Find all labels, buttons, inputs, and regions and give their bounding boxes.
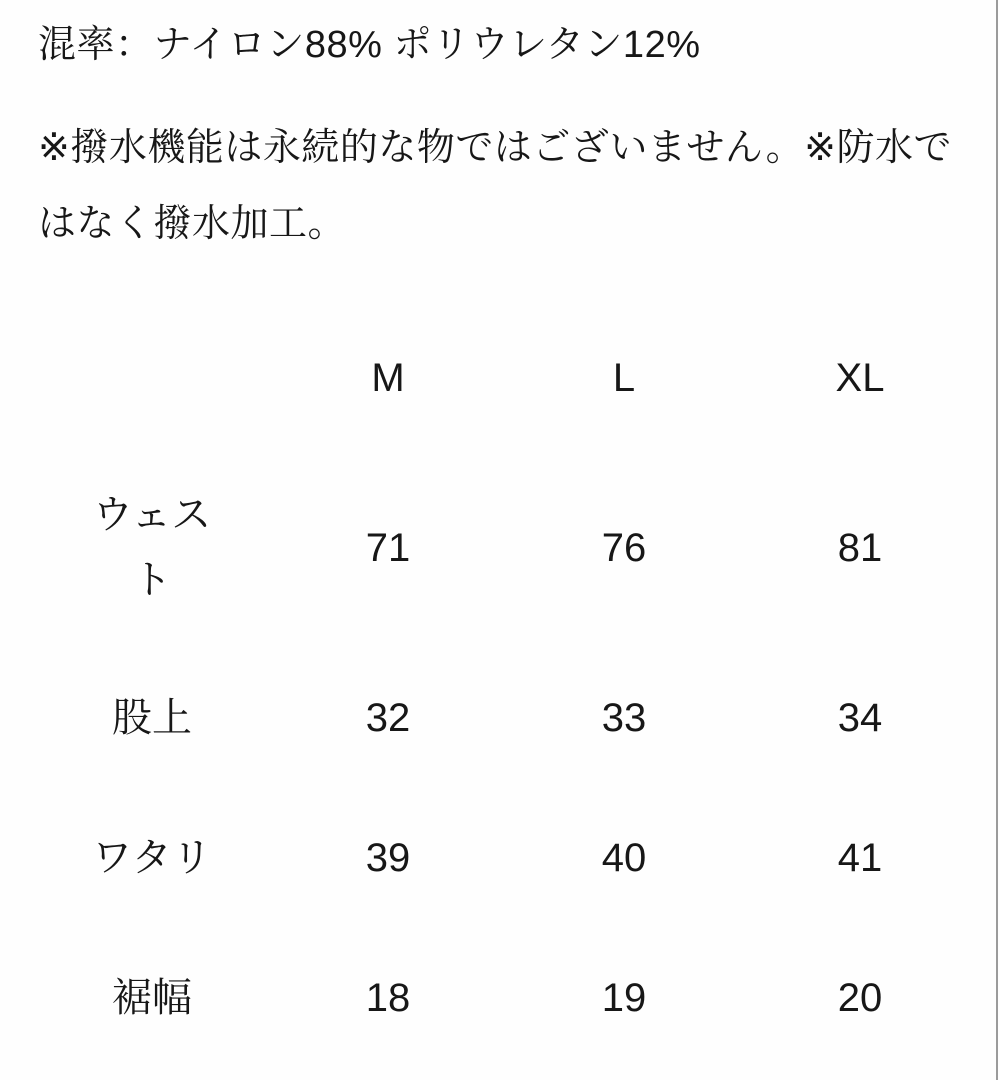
rise-value-m: 32 [365, 695, 411, 740]
water-repellent-note [38, 110, 969, 262]
row-label-hem [34, 928, 270, 1068]
row-label-thigh [34, 788, 270, 928]
row-label-thigh-text: ワタリ [92, 835, 212, 880]
rise-value-xl: 34 [837, 695, 883, 740]
row-label-hem-text: 裾幅 [112, 975, 192, 1020]
thigh-value-l: 40 [601, 835, 647, 880]
size-chart-corner-cell [34, 308, 270, 448]
right-edge-line [996, 0, 998, 1080]
waist-value-m: 71 [365, 525, 411, 570]
waist-value-l: 76 [601, 525, 647, 570]
note-line-2: はなく撥水加工。 [38, 203, 347, 245]
size-chart-table [34, 308, 978, 1068]
material-mixture-text: 混率：ナイロン88% ポリウレタン12% [38, 24, 701, 66]
size-column-header-l: L [612, 355, 636, 400]
row-label-waist [34, 448, 270, 648]
waist-value-xl: 81 [837, 525, 883, 570]
thigh-value-xl: 41 [837, 835, 883, 880]
row-label-rise-text: 股上 [112, 695, 192, 740]
thigh-value-m: 39 [365, 835, 411, 880]
note-line-1: ※撥水機能は永続的な物ではございません。※防水で [38, 127, 952, 169]
row-label-waist-text: ウェスト [92, 493, 212, 602]
rise-value-l: 33 [601, 695, 647, 740]
hem-value-xl: 20 [837, 975, 883, 1020]
size-column-header-m: M [371, 355, 405, 400]
hem-value-l: 19 [601, 975, 647, 1020]
hem-value-m: 18 [365, 975, 411, 1020]
row-label-rise [34, 648, 270, 788]
size-column-header-xl: XL [835, 355, 885, 400]
